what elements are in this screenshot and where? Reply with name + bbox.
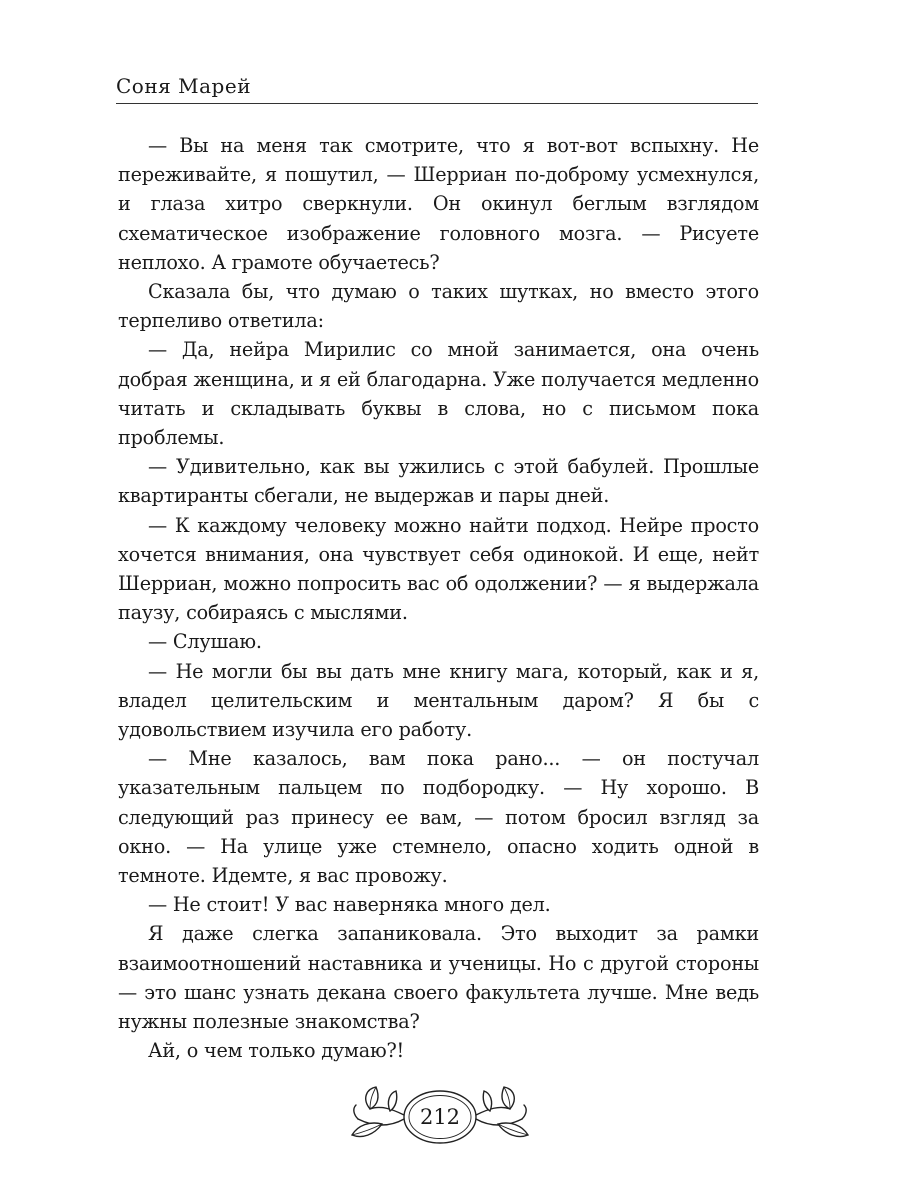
page-number: 212 [419, 1105, 461, 1129]
page-number-ornament [340, 1079, 540, 1155]
paragraph: — Не могли бы вы дать мне книгу мага, который, как и я, владел целительским и ментальным даром? Я бы с удовольствием изучила его работу. [118, 659, 759, 742]
paragraph: — Мне казалось, вам пока рано... — он постучал указательным пальцем по подбородку. — Ну хорошо. В следующий раз принесу ее вам, — потом бросил взгляд за окно. — На улице уже стемнело, опасно ходить одной в темноте. Идемте, я вас провожу. [118, 747, 759, 888]
paragraph: — Да, нейра Мирилис со мной занимается, она очень добрая женщина, и я ей благодарна. Уже получается медленно читать и складывать буквы в слова, но с письмом пока проблемы. [118, 338, 759, 450]
paragraph: Я даже слегка запаниковала. Это выходит за рамки взаимоотношений наставника и ученицы. Но с другой стороны — это шанс узнать декана своего факультета лучше. Мне ведь нужны полезные знакомства? [118, 922, 759, 1034]
paragraph: Ай, о чем только думаю?! [148, 1039, 405, 1063]
paragraph: — Удивительно, как вы ужились с этой бабулей. Прошлые квартиранты сбегали, не выдержав и пары дней. [118, 455, 759, 508]
paragraph: — Вы на меня так смотрите, что я вот-вот вспыхну. Не переживайте, я пошутил, — Шерриан по-доброму усмехнулся, и глаза хитро сверкнули. Он окинул беглым взглядом схематическое изображение головного мозга. — Рисуете неплохо. А грамоте обучаетесь? [118, 134, 759, 274]
paragraph: — Слушаю. [148, 630, 262, 654]
body-text [118, 131, 759, 1066]
running-head-author: Соня Марей [116, 74, 252, 98]
paragraph: — Не стоит! У вас наверняка много дел. [148, 893, 551, 917]
paragraph: Сказала бы, что думаю о таких шутках, но вместо этого терпеливо ответила: [118, 280, 759, 333]
header-rule [116, 103, 758, 104]
paragraph: — К каждому человеку можно найти подход. Нейре просто хочется внимания, она чувствует себя одинокой. И еще, нейт Шерриан, можно попросить вас об одолжении? — я выдержала паузу, собираясь с мыслями. [118, 513, 759, 625]
